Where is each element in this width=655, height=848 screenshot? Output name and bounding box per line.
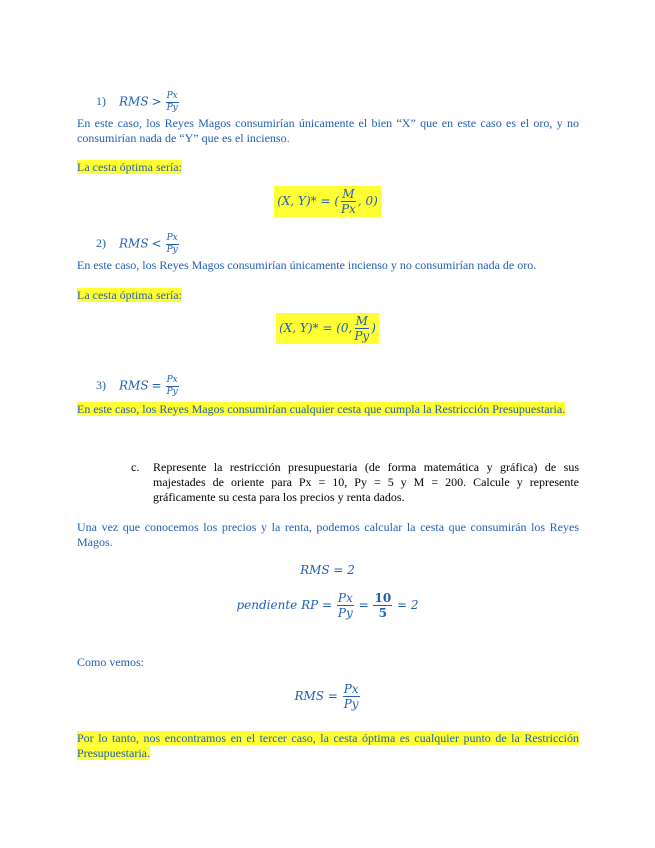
case-3-num: Px <box>166 375 178 385</box>
case-3-fraction <box>166 376 179 397</box>
slope-eq: = <box>358 598 369 612</box>
case-3-op: = <box>151 378 162 393</box>
basket-intro-1-text: La cesta óptima sería: <box>77 160 182 174</box>
case-1-lhs: RMS <box>119 94 149 109</box>
case-3-text <box>77 402 579 417</box>
slope-den-1: Py <box>337 606 353 620</box>
case-3-label: 3) <box>96 378 106 393</box>
final-lhs: RMS = <box>294 689 338 703</box>
item-c-marker: c. <box>131 460 140 474</box>
calc-intro-text: Una vez que conocemos los precios y la renta, podemos calcular la cesta que consumirán los Reyes Magos. <box>77 520 579 549</box>
basket-intro-1 <box>77 160 579 175</box>
case-3-text-highlight: En este caso, los Reyes Magos consumirían cualquier cesta que cumpla la Restricción Presupuestaria. <box>77 402 566 416</box>
case-2-lhs: RMS <box>119 236 149 251</box>
case-3-heading <box>96 376 180 397</box>
case-1-text: En este caso, los Reyes Magos consumirían únicamente el bien “X” que en este caso es el oro, y no consumirían nada de “Y” que es el incienso. <box>77 116 579 145</box>
equation-2-rhs: ) <box>371 321 376 335</box>
item-c <box>131 460 579 505</box>
basket-intro-2-text: La cesta óptima sería: <box>77 288 182 302</box>
equation-1 <box>0 186 655 217</box>
case-2-text: En este caso, los Reyes Magos consumirían únicamente incienso y no consumirían nada de oro. <box>77 258 537 272</box>
case-2-den: Py <box>166 245 178 255</box>
case-1-fraction <box>166 92 179 113</box>
equation-1-den: Px <box>341 202 356 216</box>
final-den: Py <box>343 697 359 711</box>
equation-1-fraction <box>340 188 357 215</box>
case-1-den: Py <box>166 103 178 113</box>
case-1-num: Px <box>166 91 178 101</box>
slope-fraction-2 <box>373 592 392 619</box>
equation-1-rhs: , 0) <box>357 194 378 208</box>
case-2-heading <box>96 234 180 255</box>
case-2-label: 2) <box>96 236 106 251</box>
equation-final <box>0 683 655 710</box>
basket-intro-2 <box>77 288 579 303</box>
case-2-num: Px <box>166 233 178 243</box>
final-fraction <box>343 683 360 710</box>
como-vemos-text: Como vemos: <box>77 655 145 669</box>
slope-den-2: 5 <box>378 606 387 620</box>
equation-2-den: Py <box>354 329 370 343</box>
conclusion-text: Por lo tanto, nos encontramos en el tercer caso, la cesta óptima es cualquier punto de la Restricción Presupuestaria. <box>77 731 579 760</box>
equation-2-fraction <box>353 315 370 342</box>
equation-rms: RMS = 2 <box>300 563 355 577</box>
equation-2-num: M <box>355 314 368 328</box>
case-2-op: < <box>151 236 162 251</box>
case-3-den: Py <box>166 387 178 397</box>
equation-1-num: M <box>342 187 355 201</box>
case-2-fraction <box>166 234 179 255</box>
conclusion <box>77 731 579 761</box>
equation-2 <box>0 313 655 344</box>
case-3-lhs: RMS <box>119 378 149 393</box>
equation-1-box <box>274 186 381 217</box>
equation-slope <box>0 592 655 619</box>
final-num: Px <box>343 682 359 696</box>
equation-2-box <box>276 313 379 344</box>
case-1-label: 1) <box>96 94 106 109</box>
slope-num-1: Px <box>337 591 353 605</box>
case-1-op: > <box>151 94 162 109</box>
item-c-text: Represente la restricción presupuestaria (de forma matemática y gráfica) de sus majestades de oriente para Px = 10, Py = 5 y M = 200. Calcule y represente gráficamente su cesta para los precios y renta dados. <box>153 460 579 504</box>
slope-rhs: = 2 <box>397 598 419 612</box>
slope-lhs: pendiente RP = <box>236 598 333 612</box>
slope-fraction-1 <box>337 592 354 619</box>
equation-2-lhs: (X, Y)* = (0, <box>279 321 353 335</box>
equation-1-lhs: (X, Y)* = ( <box>277 194 340 208</box>
slope-num-2: 10 <box>374 591 392 605</box>
case-1-heading <box>96 92 180 113</box>
